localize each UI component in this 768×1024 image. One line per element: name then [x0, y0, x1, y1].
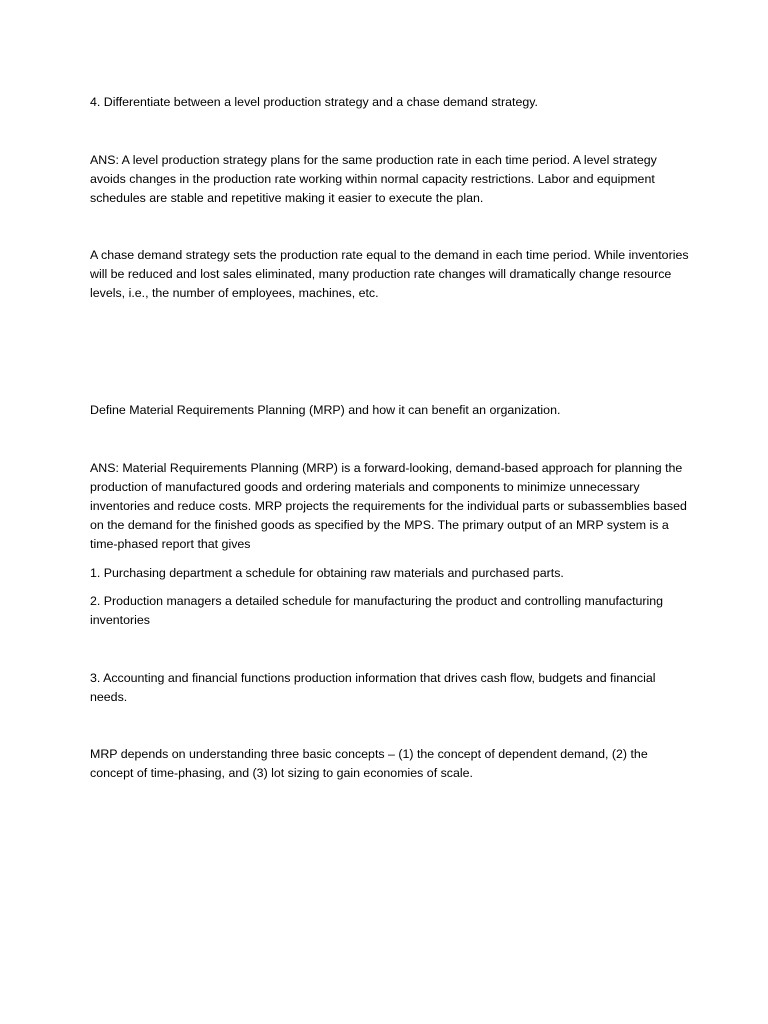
list-item-accounting: 3. Accounting and financial functions production information that drives cash flow, budgets and financial needs.	[90, 671, 656, 704]
answer-level-strategy: ANS: A level production strategy plans for the same production rate in each time period. A level strategy avoids changes in the production rate working within normal capacity restrictions. Labor and equipment schedules are stable and repetitive making it easier to execute the plan.	[90, 153, 657, 205]
list-item-purchasing: 1. Purchasing department a schedule for obtaining raw materials and purchased parts.	[90, 566, 564, 580]
question-4-heading: 4. Differentiate between a level production strategy and a chase demand strategy.	[90, 95, 538, 109]
question-mrp-heading: Define Material Requirements Planning (MRP) and how it can benefit an organization.	[90, 403, 561, 417]
answer-chase-strategy: A chase demand strategy sets the production rate equal to the demand in each time period. While inventories will be reduced and lost sales eliminated, many production rate changes will dramatically change resource levels, i.e., the number of employees, machines, etc.	[90, 248, 689, 300]
list-item-production: 2. Production managers a detailed schedule for manufacturing the product and controlling manufacturing inventories	[90, 594, 664, 627]
mrp-concepts-paragraph: MRP depends on understanding three basic concepts – (1) the concept of dependent demand, (2) the concept of time-phasing, and (3) lot sizing to gain economies of scale.	[90, 747, 648, 780]
answer-mrp-definition: ANS: Material Requirements Planning (MRP) is a forward-looking, demand-based approach for planning the production of manufactured goods and ordering materials and components to minimize unnecessary inventories and reduce costs. MRP projects the requirements for the individual parts or subassemblies based on the demand for the finished goods as specified by the MPS. The primary output of an MRP system is a time-phased report that gives	[90, 461, 687, 551]
